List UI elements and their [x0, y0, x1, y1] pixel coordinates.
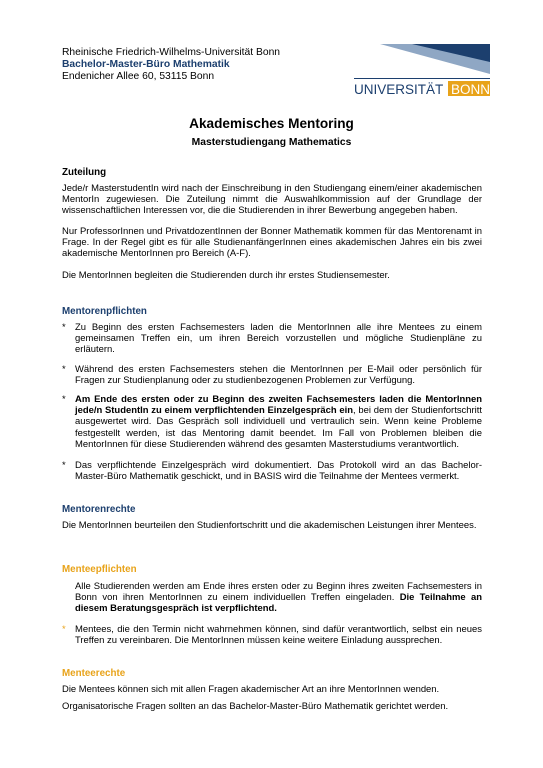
- menteepflichten-bullet-1-text: Alle Studierenden werden am Ende ihres ersten oder zu Beginn ihres zweiten Fachsemesters in Bonn von ihren MentorInnen zu einem individuellen Treffen eingeladen.: [75, 581, 482, 604]
- page-subtitle: Masterstudiengang Mathematics: [191, 137, 352, 148]
- mentorenpflichten-bullet-3-rest: , bei dem der Studienfortschritt ausgewertet wird. Das Gespräch soll individuell und vertraulich sein. Wenn keine Probleme festgestellt werden, ist das Mentoring damit beendet. Im Fall von Problemen bleiben die MentorInnen für diese Studierenden während des gesamten Masterstudiums verantwortlich.: [75, 405, 482, 450]
- mentorenpflichten-bullet-4: Das verpflichtende Einzelgespräch wird dokumentiert. Das Protokoll wird an das Bachelor-Master-Büro Mathematik geschickt, und in BASIS wird die Teilnahme der Mentees vermerkt.: [75, 460, 482, 483]
- menteepflichten-bullet-1: [75, 581, 482, 615]
- university-logo: [352, 44, 490, 96]
- office-address: Endenicher Allee 60, 53115 Bonn: [62, 71, 215, 82]
- zuteilung-paragraph-1: Jede/r MasterstudentIn wird nach der Einschreibung in den Studiengang einem/einer akademischen MentorIn zugewiesen. Die Zuteilung nimmt die Auswahlkommission auf der Grundlage der wissenschaftlichen Interessen vor, die die Studierenden in ihrer Bewerbung angegeben haben.: [62, 183, 482, 217]
- menteepflichten-bullet-2: Mentees, die den Termin nicht wahrnehmen können, sind dafür verantwortlich, selbst ein neues Treffen zu vereinbaren. Die MentorInnen müssen keine weitere Einladung aussprechen.: [75, 624, 482, 647]
- bullet-marker: *: [62, 364, 66, 375]
- menteerechte-paragraph-2: Organisatorische Fragen sollten an das Bachelor-Master-Büro Mathematik gerichtet werden.: [62, 701, 449, 712]
- menteepflichten-bullet-1-bold: Die Teilnahme an diesem Beratungsgespräch ist verpflichtend.: [75, 592, 482, 615]
- page-title: Akademisches Mentoring: [189, 116, 354, 131]
- logo-text-universitaet: UNIVERSITÄT: [354, 82, 444, 96]
- section-heading-zuteilung: Zuteilung: [62, 167, 107, 178]
- section-heading-menteepflichten: Menteepflichten: [62, 564, 137, 575]
- zuteilung-paragraph-2: Nur ProfessorInnen und PrivatdozentInnen der Bonner Mathematik kommen für das Mentorenamt in Frage. In der Regel gibt es für alle StudienanfängerInnen eines akademischen Jahres ein bis zwei akademische MentorInnen pro Bereich (A-F).: [62, 226, 482, 260]
- university-name: Rheinische Friedrich-Wilhelms-Universität Bonn: [62, 47, 281, 58]
- bullet-marker: *: [62, 322, 66, 333]
- mentorenrechte-paragraph: Die MentorInnen beurteilen den Studienfortschritt und die akademischen Leistungen ihrer Mentees.: [62, 520, 477, 531]
- bullet-marker: *: [62, 394, 66, 405]
- mentorenpflichten-bullet-3-bold: Am Ende des ersten oder zu Beginn des zweiten Fachsemesters laden die MentorInnen jede/n StudentIn zu einem verpflichtenden Einzelgespräch ein: [75, 394, 482, 417]
- section-heading-menteerechte: Menteerechte: [62, 668, 126, 679]
- section-heading-mentorenpflichten: Mentorenpflichten: [62, 306, 147, 317]
- bullet-marker: *: [62, 460, 66, 471]
- bullet-marker: *: [62, 624, 66, 635]
- mentorenpflichten-bullet-1: Zu Beginn des ersten Fachsemesters laden die MentorInnen alle ihre Mentees zu einem gemeinsamen Treffen ein, um ihren Bereich vorzustellen und mögliche Studienpläne zu erläutern.: [75, 322, 482, 356]
- mentorenpflichten-bullet-2: Während des ersten Fachsemesters stehen die MentorInnen per E-Mail oder persönlich für Fragen zur Studienplanung oder zu studienbezogenen Problemen zur Verfügung.: [75, 364, 482, 387]
- mentorenpflichten-bullet-3: [75, 394, 482, 450]
- section-heading-mentorenrechte: Mentorenrechte: [62, 504, 136, 515]
- logo-text-bonn: BONN: [451, 82, 490, 96]
- menteerechte-paragraph-1: Die Mentees können sich mit allen Fragen akademischer Art an ihre MentorInnen wenden.: [62, 684, 440, 695]
- office-name: Bachelor-Master-Büro Mathematik: [62, 59, 230, 70]
- zuteilung-paragraph-3: Die MentorInnen begleiten die Studierenden durch ihr erstes Studiensemester.: [62, 270, 390, 281]
